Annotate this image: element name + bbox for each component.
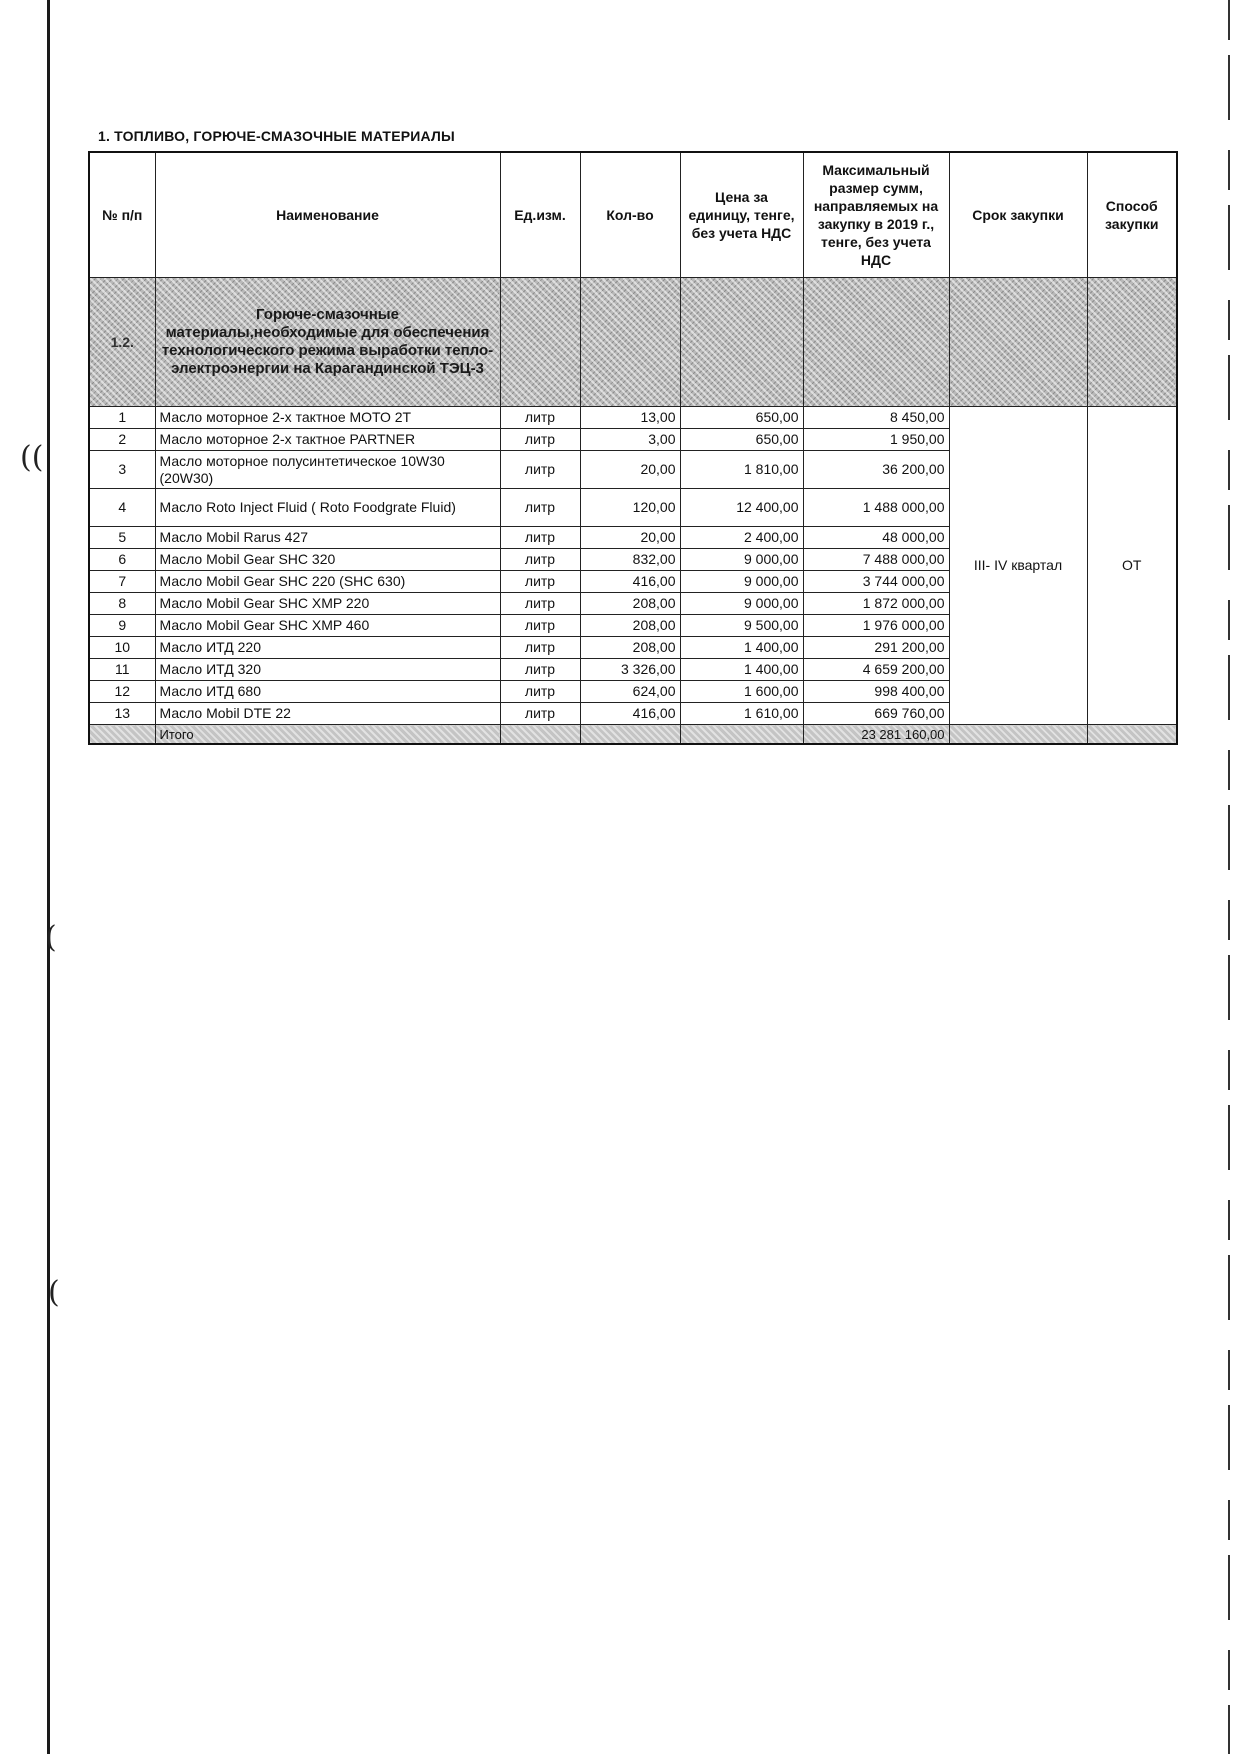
item-name: Масло Mobil Gear SHC 220 (SHC 630) (155, 571, 500, 593)
item-qty: 13,00 (580, 407, 680, 429)
item-price: 9 000,00 (680, 549, 803, 571)
item-qty: 208,00 (580, 593, 680, 615)
item-unit: литр (500, 429, 580, 451)
item-qty: 416,00 (580, 571, 680, 593)
item-unit: литр (500, 637, 580, 659)
item-price: 9 500,00 (680, 615, 803, 637)
total-sum: 23 281 160,00 (803, 725, 949, 745)
item-qty: 120,00 (580, 489, 680, 527)
item-unit: литр (500, 593, 580, 615)
total-cell-empty (680, 725, 803, 745)
item-qty: 3 326,00 (580, 659, 680, 681)
item-sum: 1 488 000,00 (803, 489, 949, 527)
item-sum: 7 488 000,00 (803, 549, 949, 571)
item-sum: 8 450,00 (803, 407, 949, 429)
item-sum: 998 400,00 (803, 681, 949, 703)
group-row (89, 278, 1177, 407)
item-name: Масло моторное 2-х тактное МОТО 2Т (155, 407, 500, 429)
item-qty: 208,00 (580, 615, 680, 637)
scan-bracket-mark: ( (45, 920, 57, 955)
item-unit: литр (500, 451, 580, 489)
item-qty: 832,00 (580, 549, 680, 571)
item-qty: 3,00 (580, 429, 680, 451)
scan-bracket-mark: ( (48, 1275, 60, 1310)
item-name: Масло моторное 2-х тактное PARTNER (155, 429, 500, 451)
item-unit: литр (500, 407, 580, 429)
item-price: 2 400,00 (680, 527, 803, 549)
item-sum: 291 200,00 (803, 637, 949, 659)
item-num: 13 (89, 703, 155, 725)
item-sum: 36 200,00 (803, 451, 949, 489)
header-price: Цена за единицу, тенге, без учета НДС (680, 152, 803, 278)
items-body (89, 407, 1177, 725)
procurement-table (88, 151, 1178, 745)
item-price: 1 610,00 (680, 703, 803, 725)
item-name: Масло Mobil DTE 22 (155, 703, 500, 725)
item-sum: 48 000,00 (803, 527, 949, 549)
item-qty: 416,00 (580, 703, 680, 725)
item-price: 650,00 (680, 407, 803, 429)
item-unit: литр (500, 549, 580, 571)
item-name: Масло ИТД 320 (155, 659, 500, 681)
item-qty: 20,00 (580, 527, 680, 549)
group-cell-empty (949, 278, 1087, 407)
item-num: 4 (89, 489, 155, 527)
total-cell-empty (580, 725, 680, 745)
item-unit: литр (500, 489, 580, 527)
item-qty: 20,00 (580, 451, 680, 489)
group-cell-empty (803, 278, 949, 407)
group-cell-empty (500, 278, 580, 407)
item-num: 8 (89, 593, 155, 615)
header-num: № п/п (89, 152, 155, 278)
item-name: Масло ИТД 680 (155, 681, 500, 703)
item-num: 11 (89, 659, 155, 681)
item-price: 1 810,00 (680, 451, 803, 489)
item-unit: литр (500, 571, 580, 593)
item-unit: литр (500, 681, 580, 703)
table-row (89, 407, 1177, 429)
item-num: 12 (89, 681, 155, 703)
item-price: 1 600,00 (680, 681, 803, 703)
item-qty: 624,00 (580, 681, 680, 703)
item-unit: литр (500, 615, 580, 637)
header-qty: Кол-во (580, 152, 680, 278)
item-num: 10 (89, 637, 155, 659)
item-unit: литр (500, 659, 580, 681)
total-cell-empty (1087, 725, 1177, 745)
item-name: Масло Mobil Gear SHC 320 (155, 549, 500, 571)
item-unit: литр (500, 527, 580, 549)
item-price: 12 400,00 (680, 489, 803, 527)
item-price: 650,00 (680, 429, 803, 451)
item-sum: 1 872 000,00 (803, 593, 949, 615)
item-num: 9 (89, 615, 155, 637)
item-name: Масло Roto Inject Fluid ( Roto Foodgrate Fluid) (155, 489, 500, 527)
item-price: 9 000,00 (680, 593, 803, 615)
group-cell-empty (580, 278, 680, 407)
item-num: 7 (89, 571, 155, 593)
item-name: Масло Mobil Rarus 427 (155, 527, 500, 549)
item-sum: 3 744 000,00 (803, 571, 949, 593)
total-label: Итого (155, 725, 500, 745)
item-num: 2 (89, 429, 155, 451)
item-unit: литр (500, 703, 580, 725)
group-num: 1.2. (89, 278, 155, 407)
item-num: 3 (89, 451, 155, 489)
scan-page-edge-right (1228, 0, 1230, 1754)
item-sum: 1 950,00 (803, 429, 949, 451)
item-sum: 4 659 200,00 (803, 659, 949, 681)
item-name: Масло моторное полусинтетическое 10W30 (20W30) (155, 451, 500, 489)
total-cell-empty (89, 725, 155, 745)
header-method: Способ закупки (1087, 152, 1177, 278)
item-num: 5 (89, 527, 155, 549)
header-name: Наименование (155, 152, 500, 278)
total-cell-empty (949, 725, 1087, 745)
section-title: 1. ТОПЛИВО, ГОРЮЧЕ-СМАЗОЧНЫЕ МАТЕРИАЛЫ (98, 128, 455, 144)
item-price: 1 400,00 (680, 659, 803, 681)
total-cell-empty (500, 725, 580, 745)
item-name: Масло ИТД 220 (155, 637, 500, 659)
table-header-row (89, 152, 1177, 278)
item-num: 6 (89, 549, 155, 571)
item-sum: 669 760,00 (803, 703, 949, 725)
item-sum: 1 976 000,00 (803, 615, 949, 637)
item-qty: 208,00 (580, 637, 680, 659)
group-cell-empty (680, 278, 803, 407)
item-num: 1 (89, 407, 155, 429)
header-unit: Ед.изм. (500, 152, 580, 278)
item-price: 9 000,00 (680, 571, 803, 593)
header-max-sum: Максимальный размер сумм, направляемых на закупку в 2019 г., тенге, без учета НДС (803, 152, 949, 278)
scan-page-edge (47, 0, 50, 1754)
item-price: 1 400,00 (680, 637, 803, 659)
term-cell: III- IV квартал (949, 407, 1087, 725)
item-name: Масло Mobil Gear SHC XMP 460 (155, 615, 500, 637)
method-cell: ОТ (1087, 407, 1177, 725)
group-name: Горюче-смазочные материалы,необходимые для обеспечения технологического режима выработки тепло-электроэнергии на Карагандинской ТЭЦ-3 (155, 278, 500, 407)
group-cell-empty (1087, 278, 1177, 407)
total-row (89, 725, 1177, 745)
item-name: Масло Mobil Gear SHC XMP 220 (155, 593, 500, 615)
scan-bracket-mark: (( (20, 440, 44, 475)
header-term: Срок закупки (949, 152, 1087, 278)
